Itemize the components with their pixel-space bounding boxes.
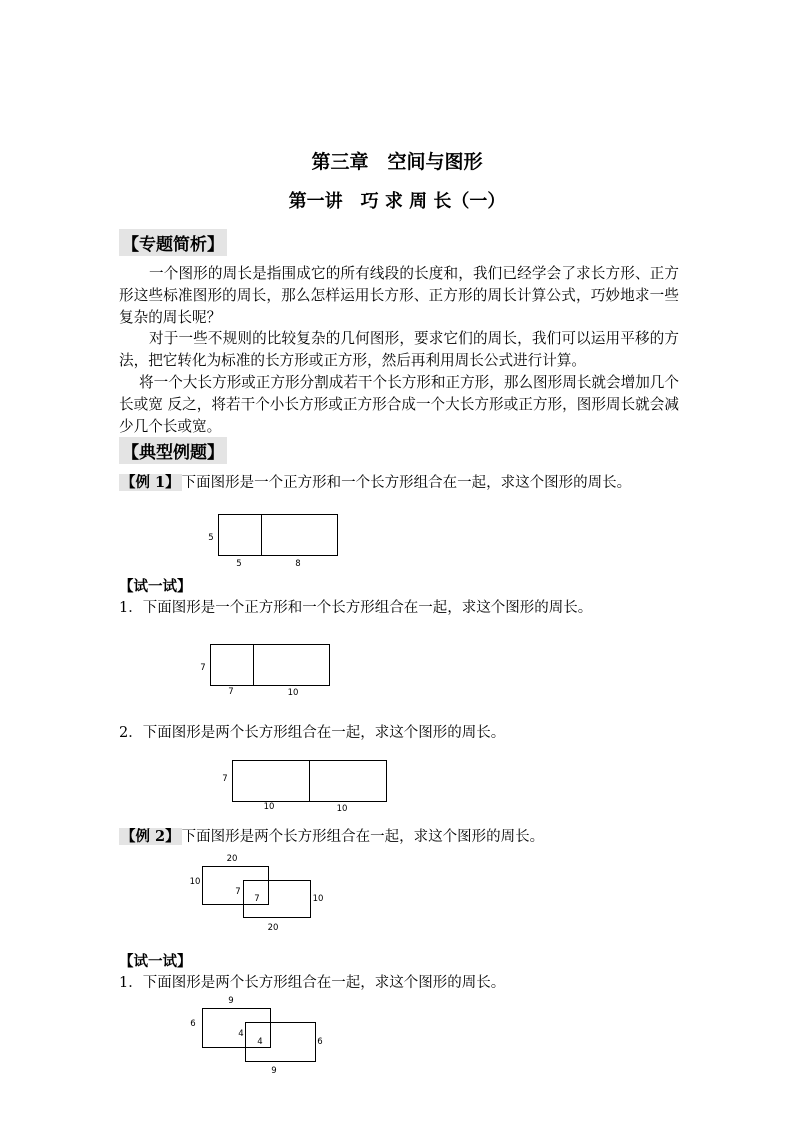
ex2-inner-right-label: 7 <box>254 894 260 904</box>
try2q1-inner-left-label: 4 <box>238 1029 244 1039</box>
ex2-top-label: 20 <box>226 854 238 864</box>
ex2-inner-left-label: 7 <box>235 887 241 897</box>
ex1-bottom-right-label: 8 <box>295 559 301 569</box>
try1q1-bottom-right-label: 10 <box>287 688 299 698</box>
ex2-bottom-label: 20 <box>267 923 279 933</box>
try2q1-left-label: 6 <box>190 1019 196 1029</box>
example-1-text: 下面图形是一个正方形和一个长方形组合在一起，求这个图形的周长。 <box>181 475 632 491</box>
section-heading-intro: 【专题简析】 <box>119 229 227 256</box>
example-1-label: 【例 1】 <box>121 474 180 491</box>
try1q1-bottom-left-label: 7 <box>228 687 234 697</box>
try2q1-right-label: 6 <box>317 1037 323 1047</box>
section-heading-examples: 【典型例题】 <box>119 437 227 464</box>
try1q1-composite-outline <box>211 645 330 686</box>
try-1-question-1: 1．下面图形是一个正方形和一个长方形组合在一起，求这个图形的周长。 <box>119 600 593 616</box>
intro-paragraph: 一个图形的周长是指围成它的所有线段的长度和，我们已经学会了求长方形、正方形这些标准图形的周长，那么怎样运用长方形、正方形的周长计算公式，巧妙地求一些复杂的周长呢？ <box>119 265 679 326</box>
ex1-composite-outline <box>219 515 338 556</box>
try2q1-inner-right-label: 4 <box>257 1037 263 1047</box>
example-2-label: 【例 2】 <box>121 828 180 845</box>
ex1-bottom-left-label: 5 <box>236 559 242 569</box>
try-2-question-1: 1．下面图形是两个长方形组合在一起，求这个图形的周长。 <box>119 975 506 991</box>
try1q2-bottom-right-label: 10 <box>336 804 348 814</box>
try-it-label-1: 【试一试】 <box>119 578 192 595</box>
try1q2-side-label: 7 <box>222 774 228 784</box>
lecture-title: 第一讲 巧 求 周 长（一） <box>288 191 506 212</box>
try1q2-bottom-left-label: 10 <box>263 802 275 812</box>
example-2-text: 下面图形是两个长方形组合在一起，求这个图形的周长。 <box>181 829 545 845</box>
try-1-question-2: 2．下面图形是两个长方形组合在一起，求这个图形的周长。 <box>119 725 506 741</box>
try2q1-bottom-label: 9 <box>271 1066 277 1076</box>
try1q1-side-label: 7 <box>200 663 206 673</box>
intro-paragraph: 对于一些不规则的比较复杂的几何图形，要求它们的周长，我们可以运用平移的方法，把它转化为标准的长方形或正方形，然后再利用周长公式进行计算。 <box>119 330 679 370</box>
intro-paragraph: 将一个大长方形或正方形分割成若干个长方形和正方形，那么图形周长就会增加几个长或宽 反之，将若干个小长方形或正方形合成一个大长方形或正方形，图形周长就会减少几个长或宽。 <box>119 373 679 435</box>
try2q1-rect-bottom-right <box>246 1023 316 1062</box>
ex2-right-label: 10 <box>312 894 324 904</box>
try2q1-top-label: 9 <box>228 996 234 1006</box>
ex2-left-label: 10 <box>189 877 201 887</box>
try-it-label-2: 【试一试】 <box>119 953 192 970</box>
chapter-title: 第三章 空间与图形 <box>311 151 483 173</box>
ex1-side-label: 5 <box>208 533 214 543</box>
